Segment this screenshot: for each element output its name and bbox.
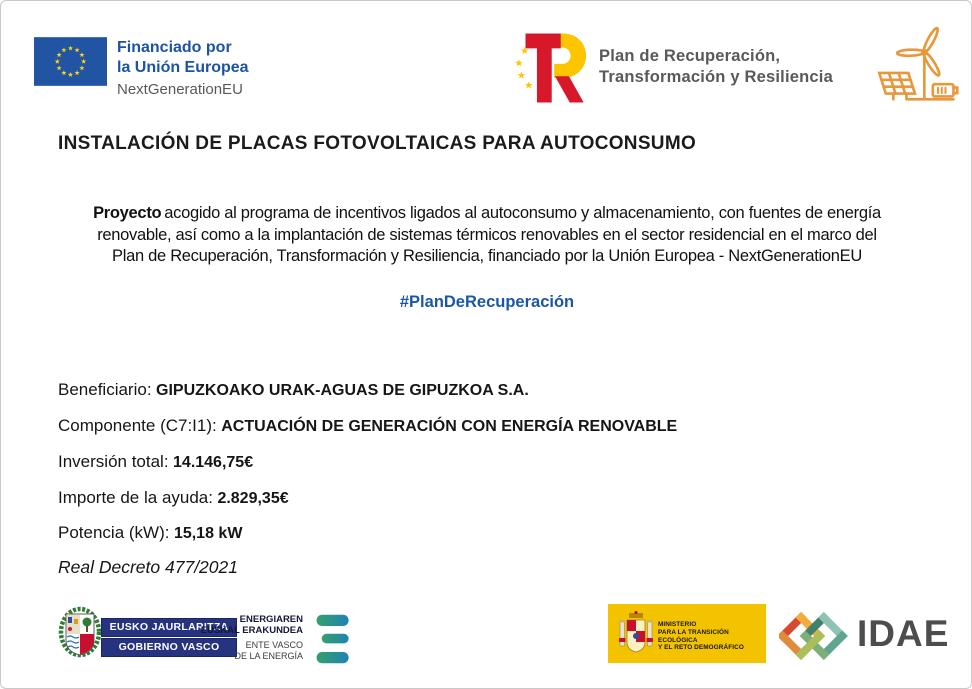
idae-diamonds-icon [779,605,853,667]
detail-label: Inversión total: [58,452,169,471]
detail-row-importe-ayuda [58,488,289,508]
intro-line2: renovable, así como a la implantación de sistemas térmicos renovables en el sector residencial en el marco del [97,225,877,244]
intro-line3: Plan de Recuperación, Transformación y Resiliencia, financiado por la Unión Europea - NextGenerationEU [112,247,862,265]
detail-value: 14.146,75€ [173,454,254,471]
page-title: INSTALACIÓN DE PLACAS FOTOVOLTAICAS PARA AUTOCONSUMO [58,133,697,154]
detail-value: 15,18 kW [173,525,243,542]
idae-label: IDAE [857,613,950,654]
intro-paragraph [1,203,972,268]
basque-government-shield-icon [58,606,102,658]
detail-label: Beneficiario: [58,380,152,399]
detail-value: 2.829,35€ [217,490,289,507]
intro-lead: Proyecto [93,204,162,222]
intro-line1: Proyecto acogido al programa de incentivos ligados al autoconsumo y almacenamiento, con fuentes de energía [93,204,881,222]
eu-funding-line1: Financiado por [117,39,232,56]
ministry-text [658,621,766,652]
nextgeneration-eu-label: NextGenerationEU [117,81,243,98]
eve-text [191,614,303,662]
basque-banner-line1: EUSKO JAURLARITZA [101,618,237,637]
ministry-line3: Y EL RETO DEMOGRÁFICO [658,644,744,652]
eu-funding-text [117,38,249,99]
hashtag-plan-de-recuperacion: #PlanDeRecuperación [399,293,575,311]
detail-label: Componente (C7:I1): [58,416,217,435]
detail-value: GIPUZKOAKO URAK-AGUAS DE GIPUZKOA S.A. [156,382,529,399]
detail-row-inversion [58,452,253,472]
ministry-line1: MINISTERIO [658,621,697,628]
recovery-plan-line2: Transformación y Resiliencia [599,68,833,86]
eve-line4: DE LA ENERGÍA [234,651,303,661]
eve-line1: ENERGIAREN [239,614,303,625]
detail-row-potencia [58,523,242,543]
detail-row-componente [58,416,677,436]
detail-label: Potencia (kW): [58,523,170,542]
eve-line3: ENTE VASCO [245,640,303,650]
eve-e-icon [313,613,353,665]
spain-coat-of-arms-icon [618,610,654,658]
eve-line2: EUSKAL ERAKUNDEA [200,625,303,636]
basque-banner-line2: GOBIERNO VASCO [101,638,237,657]
eu-flag-icon [34,37,107,86]
ministry-logo-box [608,604,766,663]
royal-decree-reference: Real Decreto 477/2021 [58,557,238,577]
renewable-energy-icon [867,25,961,119]
recovery-plan-line1: Plan de Recuperación, [599,47,781,65]
ministry-line2: PARA LA TRANSICIÓN ECOLÓGICA [658,628,729,644]
eu-funding-line2: la Unión Europea [117,58,249,76]
recovery-plan-tr-icon [514,27,596,109]
recovery-plan-text [599,46,833,88]
detail-value: ACTUACIÓN DE GENERACIÓN CON ENERGÍA RENOVABLE [221,418,678,435]
detail-label: Importe de la ayuda: [58,488,213,507]
detail-row-beneficiario [58,380,529,400]
